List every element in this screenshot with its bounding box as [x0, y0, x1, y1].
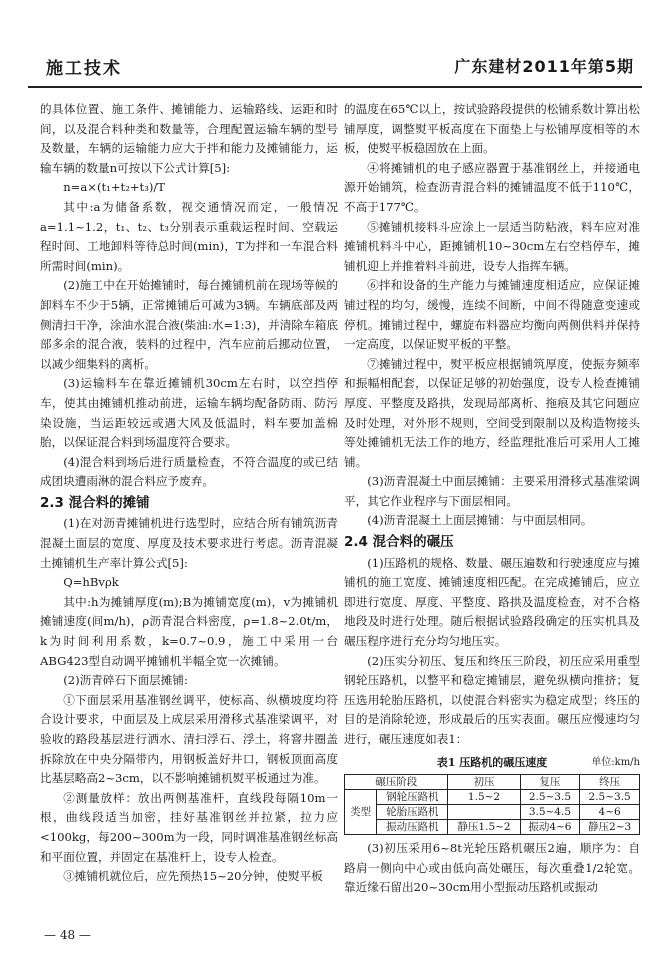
paragraph: ③摊铺机就位后，应先预热15~20分钟，使熨平板	[63, 869, 323, 884]
paragraph: ①下面层采用基准钢丝调平，使标高、纵横坡度均符合设计要求，中面层及上成层采用滑移式基准梁调平，对验收的路段基层进行洒水、清扫浮石、浮土，将窨井圈盖拆除放在中央分隔带内，用钢板盖好井口，钢板顶面高度比基层略高2~3cm，以不影响摊铺机熨平板通过为准。	[40, 692, 338, 786]
page-header	[28, 26, 642, 88]
table-header-cell: 碾压阶段	[345, 775, 448, 790]
table-row	[345, 790, 640, 805]
table-cell: 振动4~6	[520, 820, 580, 835]
right-paragraphs-a	[344, 100, 640, 531]
table-row	[345, 805, 640, 820]
table-cell: 3.5~4.5	[520, 805, 580, 820]
paragraph: 其中:h为摊铺厚度(m);B为摊铺宽度(m)，v为摊铺机摊铺速度(间m/h)，ρ沥青混合料密度，ρ=1.8~2.0t/m，k为时间利用系数，k=0.7~0.9，施工中采用一台ABG423型自动调平摊铺机半幅全宽一次摊铺。	[40, 594, 338, 668]
section-heading-2-4: 2.4 混合料的碾压	[344, 534, 454, 551]
table-header-cell: 复压	[520, 775, 580, 790]
roller-speed-table	[344, 774, 640, 835]
paragraph: (3)沥青混凝土中面层摊铺：主要采用滑移式基准梁调平，其它作业程序与下面层相同。	[344, 474, 640, 508]
table-title-text: 表1 压路机的碾压速度	[436, 755, 548, 769]
table-cell: 静压1.5~2	[448, 820, 520, 835]
paragraph: 其中:a为储备系数，视交通情况而定，一般情况a=1.1~1.2，t₁、t₂、t₃分别表示重载运程时间、空载运程时间、工地卸料等待总时间(min)，T为拌和一车混合料所需时间(min)。	[40, 199, 338, 273]
table-cell: 振动压路机	[377, 820, 448, 835]
right-paragraphs-b	[344, 554, 640, 750]
table-cell: 静压2~3	[580, 820, 640, 835]
paragraph: (1)压路机的规格、数量、碾压遍数和行驶速度应与摊铺机的施工宽度、摊铺速度相匹配。在完成摊铺后，应立即进行宽度、厚度、平整度、路拱及温度检查，对不合格地段及时进行处理。随后根据试验路段确定的压实机具及碾压程序进行充分均匀地压实。	[344, 555, 640, 649]
section-heading-2-3: 2.3 混合料的摊铺	[40, 494, 150, 511]
paragraph: (2)压实分初压、复压和终压三阶段，初压应采用重型钢轮压路机，以整平和稳定摊铺层，避免纵横向推挤；复压选用轮胎压路机，以使混合料密实为稳定成型；终压的目的是消除轮迹，形成最后的压实表面。碾压应慢速均匀进行，碾压速度如表1：	[344, 653, 640, 746]
paragraph: 的温度在65℃以上，按试验路段提供的松铺系数计算出松铺厚度，调整熨平板高度在下面垫上与松铺厚度相等的木板，使熨平板稳固放在上面。	[344, 102, 640, 156]
paragraph: (3)运输料车在靠近摊铺机30cm左右时，以空挡停车，使其由摊铺机推动前进，运输车辆均配备防雨、防污染设施，当运距较远或遇大风及低温时，料车要加盖棉胎，以保证混合料到场温度符合要求。	[40, 376, 338, 450]
table-cell: 2.5~3.5	[520, 790, 580, 805]
left-paragraphs-b	[40, 514, 338, 886]
paragraph: n=a×(t₁+t₂+t₃)/T	[63, 180, 166, 195]
paragraph: ⑥拌和设备的生产能力与摊铺速度相适应，应保证摊铺过程的均匀，缓慢，连续不间断，中间不得随意变速或停机。摊铺过程中，螺旋布料器应均衡向两侧供料并保持一定高度，以保证熨平板的平整。	[344, 278, 640, 352]
table-header-row	[345, 775, 640, 790]
table-unit: 单位:km/h	[591, 756, 640, 768]
table-cell	[448, 805, 520, 820]
paragraph: ⑦摊铺过程中，熨平板应根据铺筑厚度，使振夯频率和振幅相配套，以保证足够的初始强度，设专人检查摊铺厚度、平整度及路拱，发现局部离析、拖痕及其它问题应及时处理，对外形不规则，空间受到限制以及构造物接头等处摊铺机无法工作的地方，经监理批准后可采用人工摊铺。	[344, 356, 640, 469]
right-paragraphs-c	[344, 839, 640, 898]
paragraph: Q=hBvρk	[63, 575, 119, 590]
right-column	[344, 100, 640, 898]
section-title: 施工技术	[46, 59, 122, 79]
paragraph: ⑤摊铺机接料斗应涂上一层适当防粘液，料车应对准摊铺机料斗中心，距摊铺机10~30cm左右空档停车，摊铺机迎上并推着料斗前进，设专人指挥车辆。	[344, 219, 640, 273]
table-cell: 2.5~3.5	[580, 790, 640, 805]
paragraph: (2)沥青碎石下面层摊铺:	[63, 673, 188, 688]
paragraph: (2)施工中在开始摊铺时，每台摊铺机前在现场等候的卸料车不少于5辆，正常摊铺后可减为3辆。车辆底部及两侧清扫干净，涂油水混合液(柴油:水=1:3)，并清除车箱底部多余的混合液，装料的过程中，汽车应前后挪动位置，以减少细集料的离析。	[40, 278, 338, 371]
table-header-cell: 初压	[448, 775, 520, 790]
paragraph: (1)在对沥青摊铺机进行选型时，应结合所有铺筑沥青混凝土面层的宽度、厚度及技术要求进行考虑。沥青混凝土摊铺机生产率计算公式[5]:	[40, 516, 338, 570]
paragraph: ④将摊铺机的电子感应器置于基准钢丝上，并接通电源开始铺筑，检查沥青混合料的摊铺温度不低于110℃，不高于177℃。	[344, 160, 640, 214]
table-row	[345, 820, 640, 835]
table-cell: 1.5~2	[448, 790, 520, 805]
table-cell: 钢轮压路机	[377, 790, 448, 805]
journal-issue: 广东建材2011年第5期	[454, 57, 634, 76]
left-column	[40, 100, 338, 887]
table-header-cell: 终压	[580, 775, 640, 790]
left-paragraphs-a	[40, 100, 338, 492]
table-cell: 4~6	[580, 805, 640, 820]
table-cell: 轮胎压路机	[377, 805, 448, 820]
table-title	[344, 753, 640, 773]
paragraph: (3)初压采用6~8t光轮压路机碾压2遍，顺序为：自路肩一侧向中心或由低向高处碾压，每次重叠1/2轮宽。靠近缘石留出20~30cm用小型振动压路机或振动	[344, 841, 640, 895]
table-group-label: 类型	[345, 790, 377, 835]
paragraph: ②测量放样：放出两侧基准杆，直线段每隔10m一根，曲线段适当加密，挂好基准钢丝并拉紧，拉力应<100kg，每200~300m为一段，同时调准基准钢丝标高和平面位置，并固定在基准杆上，设专人检查。	[40, 790, 338, 864]
paragraph: (4)沥青混凝土上面层摊铺：与中面层相同。	[367, 513, 593, 528]
paragraph: 的具体位置、施工条件、摊铺能力、运输路线、运距和时间，以及混合料种类和数量等，合理配置运输车辆的型号及数量，车辆的运输能力应大于拌和能力及摊铺能力，运输车辆的数量n可按以下公式计算[5]:	[40, 102, 338, 175]
paragraph: (4)混合料到场后进行质量检查，不符合温度的或已结成团块遭雨淋的混合料应予废弃。	[40, 454, 338, 489]
page-number: — 48 —	[44, 928, 91, 942]
